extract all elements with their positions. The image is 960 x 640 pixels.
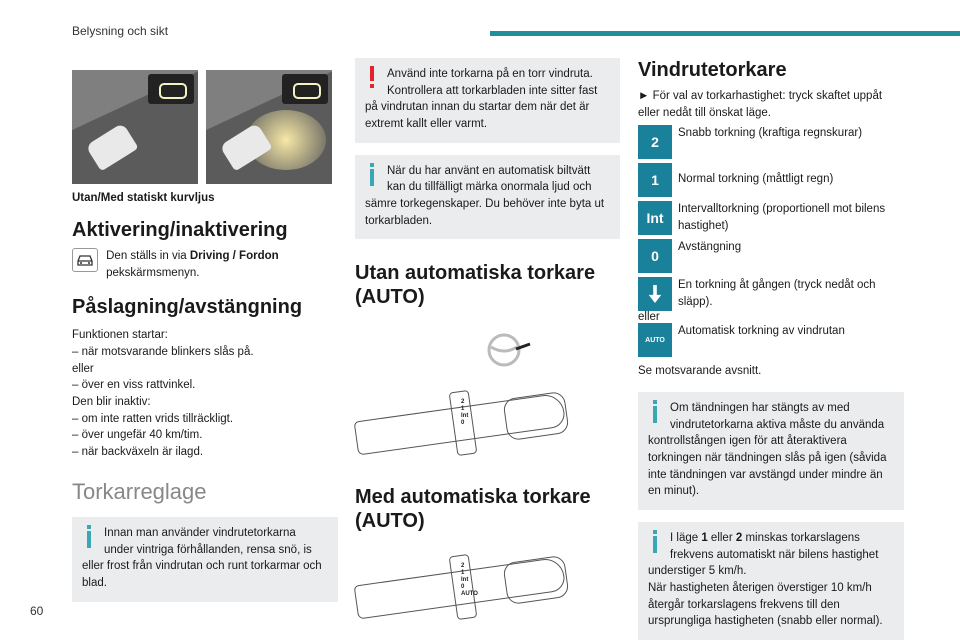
activation-text: Den ställs in via Driving / Fordon pekskärmsmenyn. <box>106 250 279 279</box>
wiper-mode-single: En torkning åt gången (tryck nedåt och släpp). <box>638 277 904 311</box>
photo-without-cornering-light <box>72 70 198 184</box>
off-icon: 0 <box>638 239 672 273</box>
windscreen-wipers-title: Vindrutetorkare <box>638 59 787 81</box>
winter-note: Innan man använder vindrutetorkarna under vintriga förhållanden, rensa snö, is eller frost från vindrutan och runt torkarmar och blad. <box>72 517 338 602</box>
page-number: 60 <box>30 604 44 618</box>
wiper-intro: ► För val av torkarhastighet: tryck skaftet uppåt eller nedåt till önskat läge. <box>638 90 883 119</box>
wiper-controls-title: Torkarreglage <box>72 478 207 504</box>
header-accent-bar <box>490 31 960 36</box>
wiper-mode-interval: Int Intervalltorkning (proportionell mot bilens hastighet) <box>638 201 904 235</box>
on-off-text: Funktionen startar: – när motsvarande blinkers slås på. eller – över en viss rattvinkel. Den blir inaktiv: – om inte ratten vrids tillräckligt. – över ungefär 40 km/tim. – när backväxeln är ilagd. <box>72 329 254 459</box>
activation-row <box>72 248 338 281</box>
car-headlight-icon <box>282 74 328 104</box>
wiper-mode-off: 0 Avstängning <box>638 239 904 273</box>
photo-caption: Utan/Med statiskt kurvljus <box>72 192 215 204</box>
speed-note: I läge 1 eller 2 minskas torkarslagens frekvens automatiskt när bilens hastighet understiger 5 km/h. När hastigheten återigen överstiger 10 km/h återgår torkarslagens frekvens till den ursprungliga hastigheten (snabb eller normal). <box>638 522 904 640</box>
with-auto-title: Med automatiska torkare (AUTO) <box>355 486 591 533</box>
speed-1-icon: 1 <box>638 163 672 197</box>
see-section-text: Se motsvarande avsnitt. <box>638 365 762 378</box>
arrow-down-icon <box>638 277 672 311</box>
car-wash-note: När du har använt en automatisk biltvätt kan du tillfälligt märka onormala ljud och sämre torkegenskaper. Du behöver inte byta ut torkarbladen. <box>355 155 620 240</box>
auto-icon: AUTO <box>638 323 672 357</box>
ignition-note: Om tändningen har stängts av med vindrutetorkarna aktiva måste du använda kontrollstången igen för att återaktivera torkningen när tändningen slås på igen (såvida inte tändningen var avstängd under mindre än en minut). <box>638 392 904 510</box>
or-label: eller <box>638 311 660 324</box>
wiper-stalk-diagram: 2 1 Int 0 <box>355 383 575 463</box>
car-headlight-icon <box>148 74 194 104</box>
column-middle <box>355 58 620 627</box>
speed-2-icon: 2 <box>638 125 672 159</box>
activation-title: Aktivering/inaktivering <box>72 219 288 241</box>
photo-with-cornering-light <box>206 70 332 184</box>
on-off-title: Påslagning/avstängning <box>72 296 303 319</box>
wiper-stalk-auto-diagram: 2 1 Int 0 AUTO <box>355 547 575 627</box>
info-icon <box>365 163 379 187</box>
without-auto-title: Utan automatiska torkare (AUTO) <box>355 262 596 309</box>
steering-wheel-icon <box>484 331 532 369</box>
warning-icon <box>365 66 379 90</box>
interval-icon: Int <box>638 201 672 235</box>
wiper-mode-auto: AUTO Automatisk torkning av vindrutan <box>638 323 904 357</box>
dry-windscreen-warning: Använd inte torkarna på en torr vindruta. Kontrollera att torkarbladen inte sitter fast på vindrutan innan du startar dem när det är extremt kallt eller varmt. <box>355 58 620 143</box>
info-icon <box>82 525 96 549</box>
info-icon <box>648 400 662 424</box>
wiper-mode-normal: 1 Normal torkning (måttligt regn) <box>638 163 904 197</box>
column-left <box>72 58 338 602</box>
headlight-photos <box>72 70 338 184</box>
wiper-mode-fast: 2 Snabb torkning (kraftiga regnskurar) <box>638 125 904 159</box>
section-header: Belysning och sikt <box>72 24 169 38</box>
info-icon <box>648 530 662 554</box>
car-icon <box>72 248 98 272</box>
column-right <box>638 58 904 640</box>
